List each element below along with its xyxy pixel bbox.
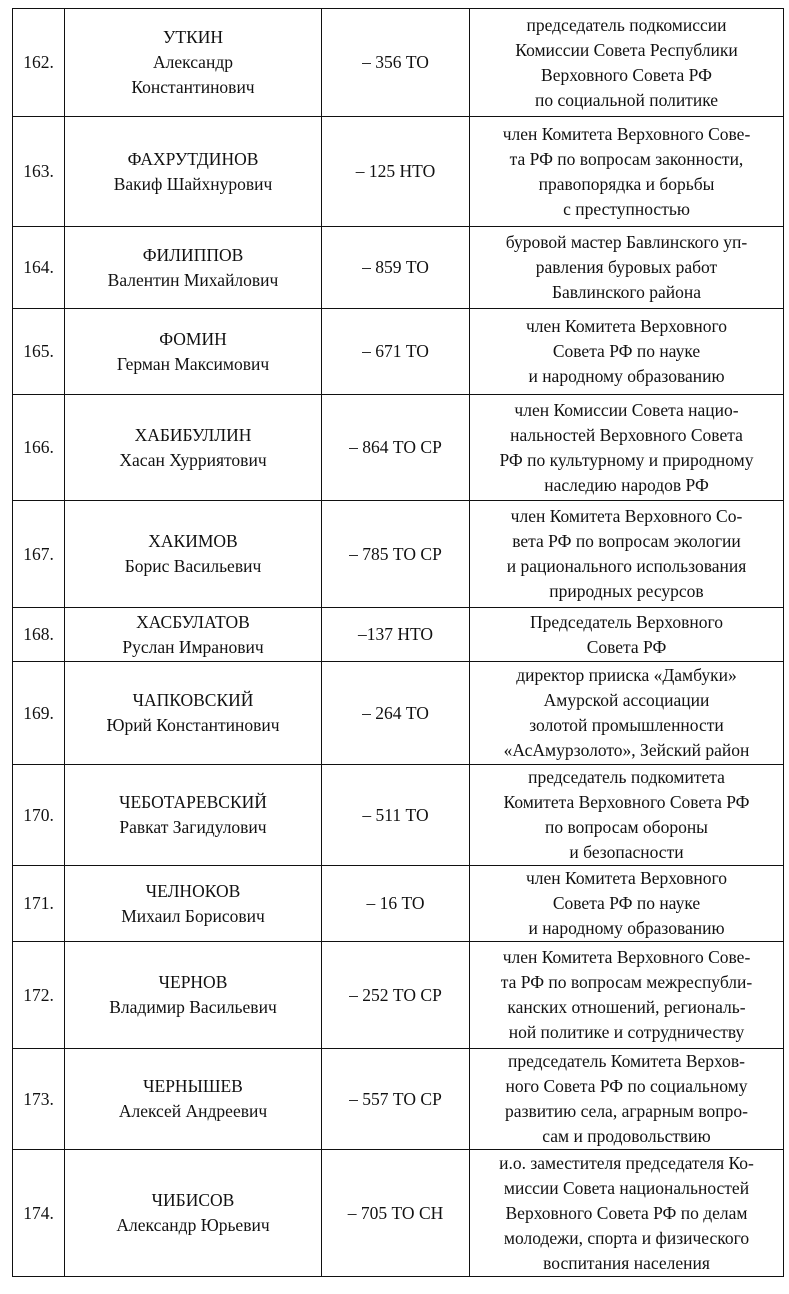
vote-code: – 356 ТО — [322, 9, 470, 117]
table-row — [13, 608, 784, 662]
deputy-name-line: ФАХРУТДИНОВ — [127, 148, 259, 169]
deputy-name-line: Александр Юрьевич — [116, 1215, 270, 1235]
deputy-name — [65, 395, 322, 501]
row-number: 170. — [13, 765, 65, 866]
deputy-name — [65, 309, 322, 395]
deputy-position-line: РФ по культурному и природному — [499, 449, 754, 470]
deputy-name — [65, 117, 322, 227]
deputy-position-line: вета РФ по вопросам экологии — [512, 531, 741, 551]
deputy-name-line: ЧЕБОТАРЕВСКИЙ — [119, 792, 267, 812]
vote-code: – 859 ТО — [322, 227, 470, 309]
deputy-name — [65, 662, 322, 765]
vote-code: – 511 ТО — [322, 765, 470, 866]
deputy-position — [470, 309, 784, 395]
deputy-position-line: та РФ по вопросам законности, — [509, 148, 744, 169]
deputy-position-line: нальностей Верховного Совета — [510, 424, 743, 445]
deputy-name-line: ФИЛИППОВ — [142, 244, 244, 265]
row-number: 166. — [13, 395, 65, 501]
deputy-position-line: председатель подкомиссии — [526, 14, 727, 35]
deputy-name-line: ЧАПКОВСКИЙ — [132, 690, 254, 710]
deputy-position-line: правопорядка и борьбы — [538, 173, 715, 194]
table-row — [13, 501, 784, 608]
vote-code: – 671 ТО — [322, 309, 470, 395]
deputy-name-line: Руслан Имранович — [122, 636, 264, 657]
vote-code: – 557 ТО СР — [322, 1049, 470, 1150]
vote-code: –137 НТО — [322, 608, 470, 662]
deputy-position-line: и народному образованию — [528, 918, 725, 938]
deputy-position-line: Верховного Совета РФ по делам — [505, 1202, 748, 1223]
vote-code: – 264 ТО — [322, 662, 470, 765]
deputy-position-line: с преступностью — [563, 198, 690, 219]
deputy-name-line: ХАКИМОВ — [148, 531, 238, 551]
deputy-position-line: и.о. заместителя председателя Ко- — [499, 1152, 754, 1173]
deputy-position-line: директор прииска «Дамбуки» — [516, 665, 737, 685]
row-number: 167. — [13, 501, 65, 608]
vote-code: – 864 ТО СР — [322, 395, 470, 501]
deputy-name-line: Хасан Хурриятович — [119, 449, 267, 470]
deputy-position-line: и рационального использования — [506, 556, 747, 576]
vote-code: – 125 НТО — [322, 117, 470, 227]
row-number: 172. — [13, 942, 65, 1049]
deputy-position-line: природных ресурсов — [549, 581, 704, 601]
deputy-name-line: Константинович — [131, 77, 255, 97]
row-number: 162. — [13, 9, 65, 117]
deputy-position-line: золотой промышленности — [529, 715, 724, 735]
deputy-name-line: Владимир Васильевич — [109, 997, 277, 1017]
deputy-position-line: развитию села, аграрным вопро- — [505, 1101, 748, 1121]
deputy-position-line: член Комитета Верховного Сове- — [502, 123, 751, 144]
deputy-name — [65, 765, 322, 866]
deputies-table — [12, 8, 784, 1277]
deputy-position — [470, 866, 784, 942]
deputy-position-line: буровой мастер Бавлинского уп- — [505, 232, 748, 252]
deputy-position-line: по социальной политике — [534, 89, 719, 110]
deputy-name — [65, 608, 322, 662]
deputy-position-line: ной политике и сотрудничеству — [508, 1022, 745, 1042]
deputy-position — [470, 1049, 784, 1150]
deputy-position-line: член Комитета Верховного Сове- — [502, 947, 751, 967]
row-number: 165. — [13, 309, 65, 395]
deputy-name-line: УТКИН — [162, 27, 224, 47]
deputy-name-line: ХАБИБУЛЛИН — [134, 424, 252, 445]
table-row — [13, 1150, 784, 1277]
table-row — [13, 117, 784, 227]
deputy-name-line: ЧЕЛНОКОВ — [145, 880, 241, 901]
deputy-position-line: равления буровых работ — [535, 257, 718, 277]
deputy-position-line: член Комиссии Совета нацио- — [514, 399, 739, 420]
deputy-position-line: Председатель Верховного — [530, 611, 723, 632]
deputy-position — [470, 501, 784, 608]
row-number: 174. — [13, 1150, 65, 1277]
deputy-position — [470, 1150, 784, 1277]
vote-code: – 785 ТО СР — [322, 501, 470, 608]
table-row — [13, 395, 784, 501]
row-number: 168. — [13, 608, 65, 662]
table-row — [13, 942, 784, 1049]
row-number: 164. — [13, 227, 65, 309]
deputy-position-line: член Комитета Верховного — [525, 868, 727, 888]
deputy-position-line: Совета РФ по науке — [552, 893, 701, 913]
deputy-name-line: Александр — [153, 52, 233, 72]
deputy-position-line: Совета РФ по науке — [552, 341, 701, 361]
deputy-name — [65, 1150, 322, 1277]
deputies-table-body — [13, 9, 784, 1277]
deputy-position-line: Комитета Верховного Совета РФ — [503, 792, 750, 812]
deputy-name — [65, 227, 322, 309]
deputy-position-line: миссии Совета национальностей — [503, 1177, 750, 1198]
deputy-position-line: Совета РФ — [586, 636, 667, 657]
deputy-name — [65, 942, 322, 1049]
deputy-position-line: и безопасности — [569, 842, 684, 862]
deputy-position-line: молодежи, спорта и физического — [503, 1227, 750, 1248]
table-row — [13, 765, 784, 866]
deputy-position — [470, 395, 784, 501]
deputy-name-line: ЧИБИСОВ — [151, 1190, 235, 1210]
table-row — [13, 1049, 784, 1150]
row-number: 173. — [13, 1049, 65, 1150]
deputy-name-line: Вакиф Шайхнурович — [113, 173, 273, 194]
deputy-position-line: воспитания населения — [543, 1252, 710, 1273]
deputy-name — [65, 501, 322, 608]
deputy-position-line: член Комитета Верховного — [525, 316, 727, 336]
deputy-position — [470, 227, 784, 309]
deputy-position-line: член Комитета Верховного Со- — [510, 506, 743, 526]
deputy-name-line: Алексей Андреевич — [118, 1101, 268, 1121]
deputy-name-line: Равкат Загидулович — [119, 817, 267, 837]
table-row — [13, 9, 784, 117]
deputy-position-line: и народному образованию — [528, 366, 725, 386]
deputy-position-line: та РФ по вопросам межреспубли- — [500, 972, 753, 992]
table-row — [13, 866, 784, 942]
deputy-position-line: ного Совета РФ по социальному — [505, 1076, 748, 1096]
deputy-position — [470, 9, 784, 117]
deputy-position-line: по вопросам обороны — [545, 817, 708, 837]
deputy-position-line: Комиссии Совета Республики — [515, 39, 738, 60]
deputy-position-line: председатель Комитета Верхов- — [508, 1051, 745, 1071]
deputy-name-line: ФОМИН — [159, 328, 227, 349]
deputy-name-line: Михаил Борисович — [121, 905, 265, 926]
deputy-name-line: ЧЕРНОВ — [158, 972, 228, 992]
deputy-position-line: «АсАмурзолото», Зейский район — [503, 740, 750, 760]
deputy-position — [470, 765, 784, 866]
row-number: 169. — [13, 662, 65, 765]
vote-code: – 16 ТО — [322, 866, 470, 942]
deputy-position-line: канских отношений, региональ- — [507, 997, 746, 1017]
deputy-position — [470, 117, 784, 227]
deputy-name-line: ЧЕРНЫШЕВ — [143, 1076, 243, 1096]
table-row — [13, 309, 784, 395]
deputy-position-line: сам и продовольствию — [542, 1126, 711, 1146]
table-row — [13, 662, 784, 765]
deputy-name-line: ХАСБУЛАТОВ — [136, 611, 250, 632]
deputy-position-line: наследию народов РФ — [544, 474, 709, 495]
deputy-name — [65, 866, 322, 942]
table-row — [13, 227, 784, 309]
vote-code: – 705 ТО СН — [322, 1150, 470, 1277]
deputy-name-line: Герман Максимович — [116, 353, 270, 374]
deputy-position — [470, 942, 784, 1049]
row-number: 163. — [13, 117, 65, 227]
deputy-position-line: Бавлинского района — [551, 282, 702, 302]
row-number: 171. — [13, 866, 65, 942]
deputy-position-line: Амурской ассоциации — [543, 690, 710, 710]
deputy-name-line: Борис Васильевич — [124, 556, 262, 576]
deputy-position — [470, 662, 784, 765]
vote-code: – 252 ТО СР — [322, 942, 470, 1049]
deputy-position-line: председатель подкомитета — [528, 767, 725, 787]
deputy-position-line: Верховного Совета РФ — [541, 64, 712, 85]
deputy-name-line: Валентин Михайлович — [107, 269, 279, 290]
deputy-name — [65, 1049, 322, 1150]
deputy-position — [470, 608, 784, 662]
deputy-name — [65, 9, 322, 117]
deputy-name-line: Юрий Константинович — [106, 715, 280, 735]
